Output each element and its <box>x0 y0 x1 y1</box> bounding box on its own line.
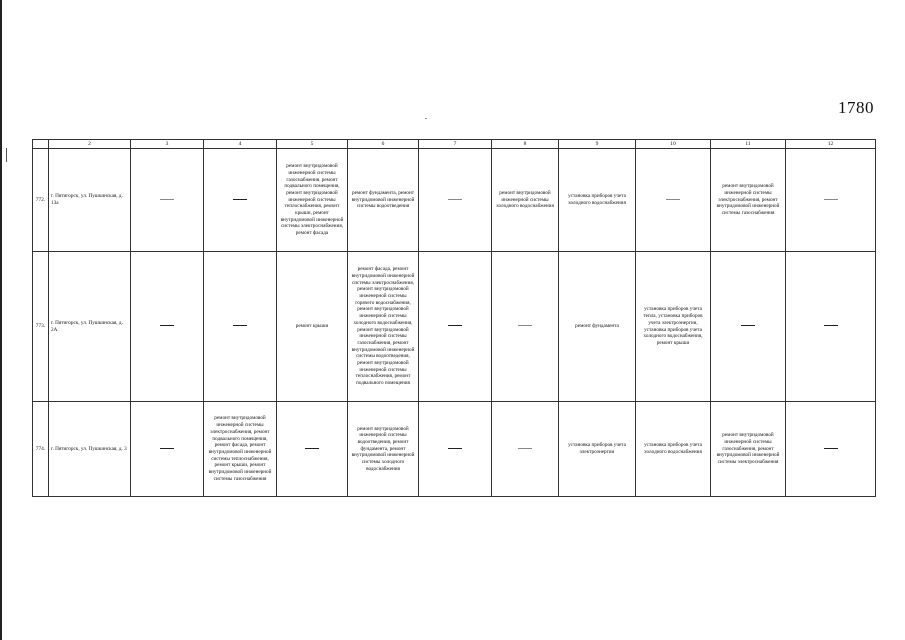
dash-mark <box>448 448 462 449</box>
dash-mark <box>518 325 532 326</box>
cell-col10: установка приборов учета холодного водоснабжения <box>636 402 711 497</box>
cell-col8 <box>492 402 559 497</box>
cell-col5: ремонт внутридомовой инженерной системы газоснабжения, ремонт подвального помещения, ремонт внутридомовой инженерной системы теплоснабжения, ремонт крыши, ремонт внутридомовой инженерной системы электроснабжения, ремонт фасада <box>277 149 348 252</box>
dash-mark <box>160 448 174 449</box>
header-cell: 5 <box>277 140 348 149</box>
row-number: 772. <box>33 149 49 252</box>
cell-col6: ремонт внутридомовой инженерной системы водоотведения, ремонт фундамента, ремонт внутридомовой инженерной системы холодного водоснабжения <box>348 402 419 497</box>
row-address: г. Пятигорск, ул. Пушкинская, д. 3 <box>49 402 131 497</box>
cell-col11: ремонт внутридомовой инженерной системы электроснабжения, ремонт внутридомовой инженерной системы газоснабжения <box>711 149 786 252</box>
header-cell: 2 <box>49 140 131 149</box>
cell-col4: ремонт внутридомовой инженерной системы электроснабжения, ремонт подвального помещения, ремонт фасада, ремонт внутридомовой инженерной системы теплоснабжения, ремонт крыши, ремонт внутридомовой инженерной системы газоснабжения <box>204 402 277 497</box>
header-cell: 4 <box>204 140 277 149</box>
cell-col3 <box>131 252 204 402</box>
cell-col8 <box>492 252 559 402</box>
cell-col7 <box>419 149 492 252</box>
cell-col12 <box>786 402 876 497</box>
dash-mark <box>448 325 462 326</box>
cell-col4 <box>204 252 277 402</box>
cell-col12 <box>786 149 876 252</box>
table-row <box>33 252 876 402</box>
cell-col5 <box>277 402 348 497</box>
cell-col12 <box>786 252 876 402</box>
header-cell: 3 <box>131 140 204 149</box>
dash-mark <box>518 448 532 449</box>
cell-col7 <box>419 402 492 497</box>
header-cell: 8 <box>492 140 559 149</box>
cell-col10: установка приборов учета тепла, установка приборов учета электроэнергии, установка приборов учета холодного водоснабжения, ремонт крыши <box>636 252 711 402</box>
dash-mark <box>160 199 174 200</box>
table-row <box>33 402 876 497</box>
cell-col10 <box>636 149 711 252</box>
row-address: г. Пятигорск, ул. Пушкинская, д. 2А <box>49 252 131 402</box>
cell-col6: ремонт фундамента, ремонт внутридомовой инженерной системы водоотведения <box>348 149 419 252</box>
row-number: 773. <box>33 252 49 402</box>
cell-col9: установка приборов учета электроэнергии <box>559 402 636 497</box>
scan-speck <box>425 118 427 119</box>
cell-col9: установка приборов учета холодного водоснабжения <box>559 149 636 252</box>
dash-mark <box>824 448 838 449</box>
cell-col3 <box>131 149 204 252</box>
dash-mark <box>824 199 838 200</box>
dash-mark <box>666 199 680 200</box>
table-row <box>33 149 876 252</box>
row-number: 774. <box>33 402 49 497</box>
dash-mark <box>305 448 319 449</box>
dash-mark <box>160 325 174 326</box>
cell-col9: ремонт фундамента <box>559 252 636 402</box>
table-header-row <box>33 140 876 149</box>
cell-col11: ремонт внутридомовой инженерной системы газоснабжения, ремонт внутридомовой инженерной системы электроснабжения <box>711 402 786 497</box>
dash-mark <box>233 199 247 200</box>
header-cell: 12 <box>786 140 876 149</box>
header-cell: 11 <box>711 140 786 149</box>
row-address: г. Пятигорск, ул. Пушкинская, д. 13а <box>49 149 131 252</box>
page-number: 1780 <box>838 98 874 117</box>
header-cell: 7 <box>419 140 492 149</box>
dash-mark <box>233 325 247 326</box>
header-cell: 6 <box>348 140 419 149</box>
repair-schedule-table <box>32 139 876 497</box>
dash-mark <box>824 325 838 326</box>
header-cell: 10 <box>636 140 711 149</box>
cell-col11 <box>711 252 786 402</box>
cell-col5: ремонт крыши <box>277 252 348 402</box>
page-left-tick <box>6 148 7 162</box>
cell-col6: ремонт фасада, ремонт внутридомовой инженерной системы электроснабжения, ремонт внутридомовой инженерной системы горячего водоснабжения, ремонт внутридомовой инженерной системы холодного водоснабжения, ремонт внутридомовой инженерной системы газоснабжения, ремонт внутридомовой инженерной системы водоотведения, ремонт внутридомовой инженерной системы теплоснабжения, ремонт подвального помещения <box>348 252 419 402</box>
dash-mark <box>741 325 755 326</box>
cell-col7 <box>419 252 492 402</box>
dash-mark <box>448 199 462 200</box>
header-cell: 9 <box>559 140 636 149</box>
cell-col3 <box>131 402 204 497</box>
header-cell <box>33 140 49 149</box>
cell-col8: ремонт внутридомовой инженерной системы холодного водоснабжения <box>492 149 559 252</box>
page-left-edge <box>0 0 2 640</box>
cell-col4 <box>204 149 277 252</box>
